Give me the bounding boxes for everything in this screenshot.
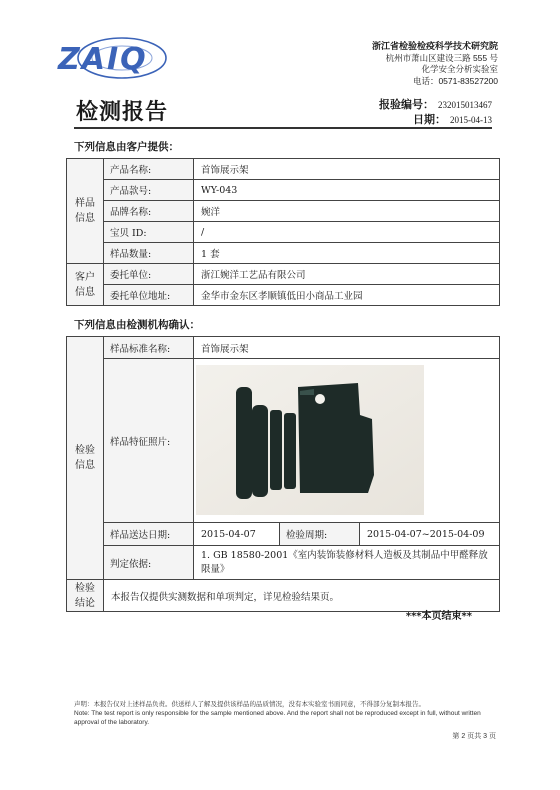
disclaimer-cn: 声明：本报告仅对上述样品负责。供送样人了解及提供该样品的品质情况，没有本实验室书面同意，不得部分复制本报告。 (74, 701, 425, 708)
row-value: 浙江婉洋工艺品有限公司 (194, 264, 500, 285)
row-label: 判定依据: (104, 546, 194, 580)
row-value: WY-043 (194, 180, 500, 201)
institute-info (372, 41, 498, 87)
sample-photo (196, 365, 424, 515)
table-row (67, 201, 500, 222)
table-row (67, 523, 500, 546)
row-label: 委托单位地址: (104, 285, 194, 306)
report-number (379, 96, 492, 112)
table-row (67, 180, 500, 201)
row-label: 样品特征照片: (104, 359, 194, 523)
row-label: 产品名称: (104, 159, 194, 180)
client-info-group: 客户信息 (67, 264, 104, 306)
zaiq-logo (52, 34, 182, 84)
row-value: / (194, 222, 500, 243)
row-value: 婉洋 (194, 201, 500, 222)
row-label: 样品数量: (104, 243, 194, 264)
disclaimer-en: Note: The test report is only responsible for the sample mentioned above. And the report shall not be reproduced except in full, without written approval of the laboratory. (74, 710, 481, 726)
sample-info-group: 样品信息 (67, 159, 104, 264)
row-label: 品牌名称: (104, 201, 194, 222)
report-number-value: 232015013467 (438, 100, 492, 110)
header-divider (74, 127, 492, 129)
table-row (67, 359, 500, 523)
row-value: 首饰展示架 (194, 337, 500, 359)
page-title: 检测报告 (76, 100, 169, 125)
photo-cell (194, 359, 500, 523)
report-date-label: 日期： (413, 113, 446, 126)
inspection-info-group: 检验信息 (67, 337, 104, 580)
report-date (413, 111, 492, 127)
row-label: 委托单位: (104, 264, 194, 285)
institute-lab: 化学安全分析实验室 (421, 64, 498, 74)
conclusion-text: 本报告仅提供实测数据和单项判定，详见检验结果页。 (104, 580, 500, 612)
row-value: 1 套 (194, 243, 500, 264)
product-image (196, 365, 424, 515)
institute-address: 杭州市萧山区建设三路 555 号 (385, 52, 498, 63)
row-label: 检验周期: (280, 523, 360, 546)
row-label: 宝贝 ID: (104, 222, 194, 243)
lab-info-table (66, 336, 500, 612)
table-row (67, 546, 500, 580)
report-number-label: 报验编号： (379, 98, 434, 111)
report-header (0, 0, 560, 135)
footer-disclaimer (74, 700, 494, 727)
row-label: 样品标准名称: (104, 337, 194, 359)
end-of-page-mark: ***本页结束** (405, 611, 472, 622)
report-date-value: 2015-04-13 (450, 115, 492, 125)
table-row (67, 159, 500, 180)
institute-phone: 电话：0571-83527200 (412, 75, 498, 86)
row-label: 样品送达日期: (104, 523, 194, 546)
row-value: 2015-04-07~2015-04-09 (360, 523, 500, 546)
svg-text:ZAIQ: ZAIQ (58, 42, 148, 77)
table-row (67, 337, 500, 359)
client-section-heading: 下列信息由客户提供： (74, 141, 179, 153)
row-value: 金华市金东区孝顺镇低田小商品工业园 (194, 285, 500, 306)
table-row (67, 222, 500, 243)
table-row (67, 243, 500, 264)
row-value: 首饰展示架 (194, 159, 500, 180)
lab-section-heading: 下列信息由检测机构确认： (74, 319, 200, 331)
client-info-table (66, 158, 500, 306)
row-value: 1. GB 18580-2001《室内装饰装修材料人造板及其制品中甲醛释放限量》 (194, 546, 500, 580)
institute-name: 浙江省检验检疫科学技术研究院 (371, 41, 498, 51)
conclusion-group: 检验结论 (67, 580, 104, 612)
row-label: 产品款号: (104, 180, 194, 201)
page-number: 第 2 页共 3 页 (452, 733, 496, 740)
row-value: 2015-04-07 (194, 523, 280, 546)
table-row (67, 285, 500, 306)
table-row (67, 264, 500, 285)
